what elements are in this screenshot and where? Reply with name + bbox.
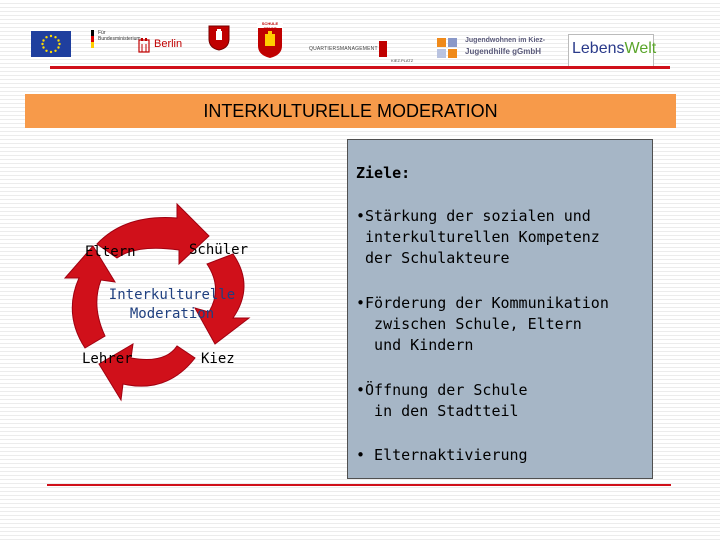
goals-panel [347, 139, 653, 479]
jugendwohnen-logo [435, 34, 565, 64]
lebenswelt-logo [568, 34, 657, 68]
eu-stars-icon [31, 31, 71, 57]
top-divider [50, 66, 670, 69]
moderation-cycle [55, 196, 295, 411]
jugendwohnen-line1: Jugendwohnen im Kiez- [465, 37, 546, 44]
label-lehrer: Lehrer [82, 351, 133, 367]
qm-mark-icon [379, 41, 387, 57]
jugendwohnen-line2: Jugendhilfe gGmbH [465, 47, 541, 56]
label-schueler: Schüler [189, 242, 249, 258]
square-icon [448, 38, 457, 47]
square-icon [448, 49, 457, 58]
crest-2-logo [257, 22, 283, 60]
lebenswelt-part1: Lebens [572, 40, 625, 57]
center-line1: Interkulturelle [108, 287, 236, 303]
goal-item: •Stärkung der sozialen und interkulturellen Kompetenz der Schulakteure [356, 207, 600, 267]
bund-logo-text: Für Bundesministerium [98, 30, 141, 42]
center-line2: Moderation [129, 306, 215, 322]
qm-text: QUARTIERSMANAGEMENT [309, 46, 378, 52]
square-icon [437, 49, 446, 58]
lebenswelt-text [572, 40, 656, 58]
title-band [25, 94, 676, 128]
goals-heading: Ziele: [356, 164, 411, 182]
bund-logo [87, 22, 141, 64]
berlin-logo-text: Berlin [154, 38, 183, 50]
label-eltern: Eltern [85, 244, 136, 260]
eu-flag-logo [31, 31, 71, 57]
goal-item: •Förderung der Kommunikation zwischen Schule, Eltern und Kindern [356, 294, 609, 354]
crest-icon [208, 25, 230, 51]
goal-item: • Elternaktivierung [356, 446, 528, 464]
logo-bar [25, 22, 665, 64]
qm-subtext: KIEZ.PLATZ [391, 58, 414, 63]
lebenswelt-part2: Welt [624, 40, 657, 57]
crest-1-logo [208, 25, 230, 51]
berlin-logo [137, 36, 187, 54]
flag-stripe-gold [91, 42, 94, 48]
goal-item: •Öffnung der Schule in den Stadtteil [356, 381, 528, 420]
bottom-divider [47, 484, 671, 486]
quartiersmanagement-logo [305, 38, 425, 64]
square-icon [437, 38, 446, 47]
cycle-center-label [107, 286, 237, 324]
crest-2-text: SCHULE STADT [261, 21, 279, 31]
label-kiez: Kiez [201, 351, 235, 367]
page-title: INTERKULTURELLE MODERATION [203, 101, 498, 121]
